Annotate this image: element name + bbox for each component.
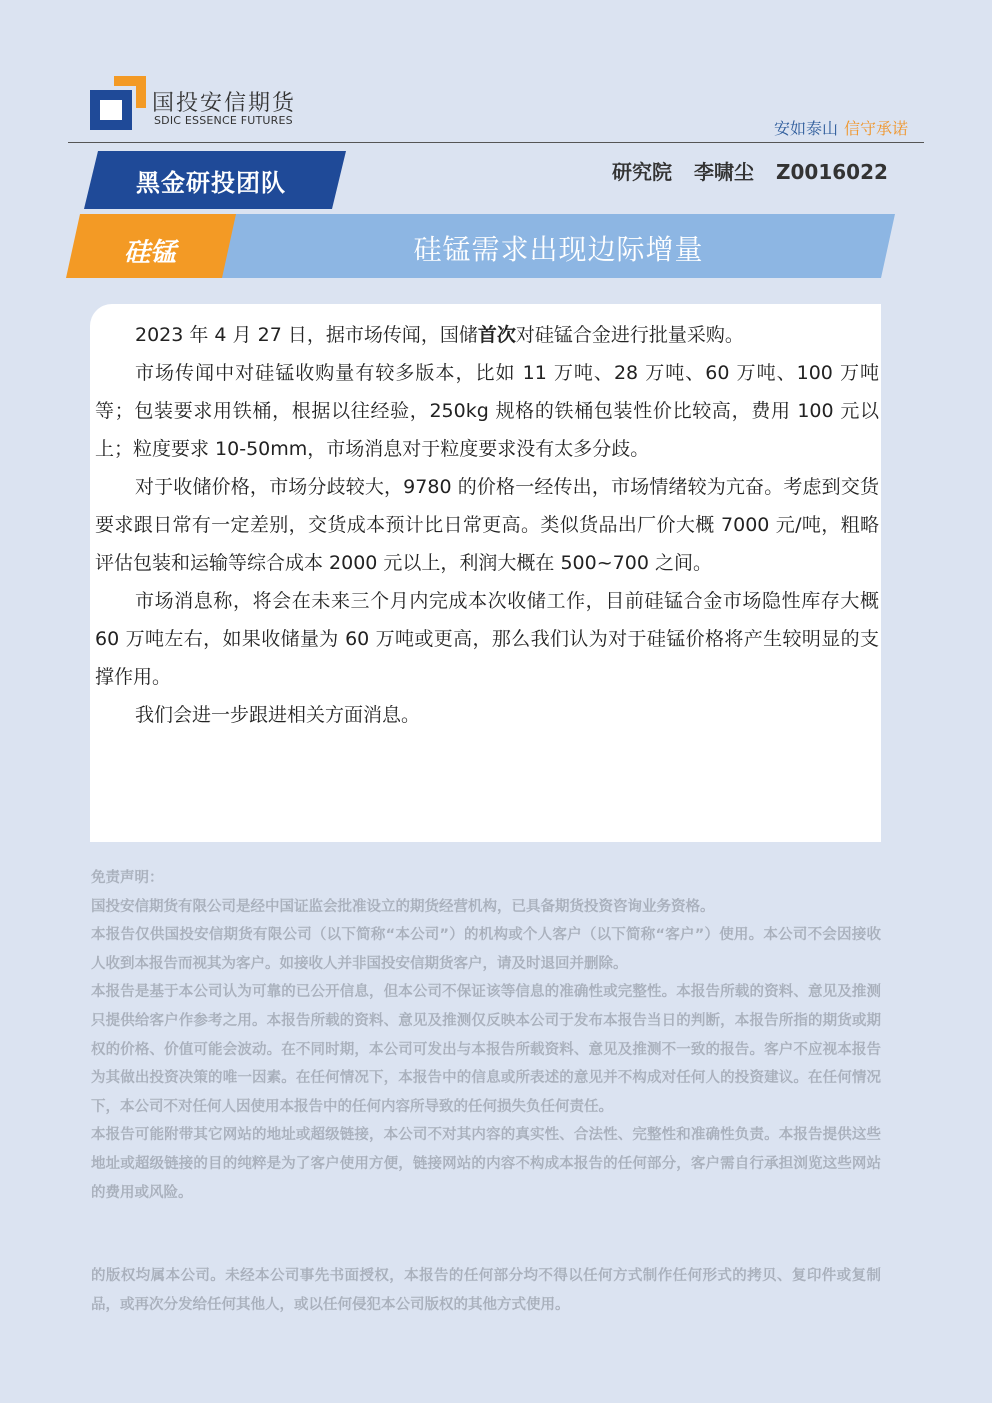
slogan-part-1: 安如泰山 [773,119,838,138]
logo-text-en: SDIC ESSENCE FUTURES [154,114,293,127]
category-label: 硅锰 [124,238,177,268]
disclaimer-heading: 免责声明： [91,870,164,886]
slogan-part-2: 信守承诺 [843,119,908,138]
paragraph-1: 2023 年 4 月 27 日，据市场传闻，国储首次对硅锰合金进行批量采购。 [135,324,744,346]
author-line [612,156,910,185]
author-name: 李啸尘 [694,160,754,184]
paragraph-2: 市场传闻中对硅锰收购量有较多版本，比如 11 万吨、28 万吨、60 万吨、100 万吨等；包装要求用铁桶，根据以往经验，250kg 规格的铁桶包装性价比较高，费用 100 元以上；粒度要求 10-50mm，市场消息对于粒度要求没有太多分歧。 [95,362,879,460]
report-body [95,316,879,734]
company-logo [90,74,320,134]
header-divider [68,142,924,143]
disclaimer-paragraph: 国投安信期货有限公司是经中国证监会批准设立的期货经营机构，已具备期货投资咨询业务资格。 [91,898,715,915]
disclaimer-paragraph: 本报告仅供国投安信期货有限公司（以下简称“本公司”）的机构或个人客户（以下简称“客户”）使用。本公司不会因接收人收到本报告而视其为客户。如接收人并非国投安信期货客户，请及时退回并删除。 [91,927,881,972]
paragraph-5: 我们会进一步跟进相关方面消息。 [135,704,421,726]
copyright-text: 的版权均属本公司。未经本公司事先书面授权，本报告的任何部分均不得以任何方式制作任何形式的拷贝、复印件或复制品，或再次分发给任何其他人，或以任何侵犯本公司版权的其他方式使用。 [91,1268,881,1313]
department: 研究院 [612,160,672,184]
disclaimer-paragraph: 本报告是基于本公司认为可靠的已公开信息，但本公司不保证该等信息的准确性或完整性。本报告所载的资料、意见及推测只提供给客户作参考之用。本报告所载的资料、意见及推测仅反映本公司于发布本报告当日的判断，本报告所指的期货或期权的价格、价值可能会波动。在不同时期，本公司可发出与本报告所载资料、意见及推测不一致的报告。客户不应视本报告为其做出投资决策的唯一因素。在任何情况下，本报告中的信息或所表述的意见并不构成对任何人的投资建议。在任何情况下，本公司不对任何人因使用本报告中的任何内容所导致的任何损失负任何责任。 [91,984,881,1115]
logo-text-cn: 国投安信期货 [152,91,297,116]
paragraph-3: 对于收储价格，市场分歧较大，9780 的价格一经传出，市场情绪较为亢奋。考虑到交货要求跟日常有一定差别，交货成本预计比日常更高。类似货品出厂价大概 7000 元/吨，粗略评估包装和运输等综合成本 2000 元以上，利润大概在 500~700 之间。 [95,476,879,574]
license-number: Z0016022 [776,160,888,184]
logo-mark-icon [90,76,146,130]
team-name: 黑金研投团队 [136,169,286,197]
report-title: 硅锰需求出现边际增量 [413,233,704,266]
copyright-notice [91,1262,881,1319]
bold-emphasis: 首次 [477,324,516,346]
slogan [774,116,908,139]
disclaimer [91,864,881,1207]
paragraph-4: 市场消息称，将会在未来三个月内完成本次收储工作，目前硅锰合金市场隐性库存大概 60 万吨左右，如果收储量为 60 万吨或更高，那么我们认为对于硅锰价格将产生较明显的支撑作用。 [95,590,879,688]
disclaimer-paragraph: 本报告可能附带其它网站的地址或超级链接，本公司不对其内容的真实性、合法性、完整性和准确性负责。本报告提供这些地址或超级链接的目的纯粹是为了客户使用方便，链接网站的内容不构成本报告的任何部分，客户需自行承担浏览这些网站的费用或风险。 [91,1127,881,1201]
